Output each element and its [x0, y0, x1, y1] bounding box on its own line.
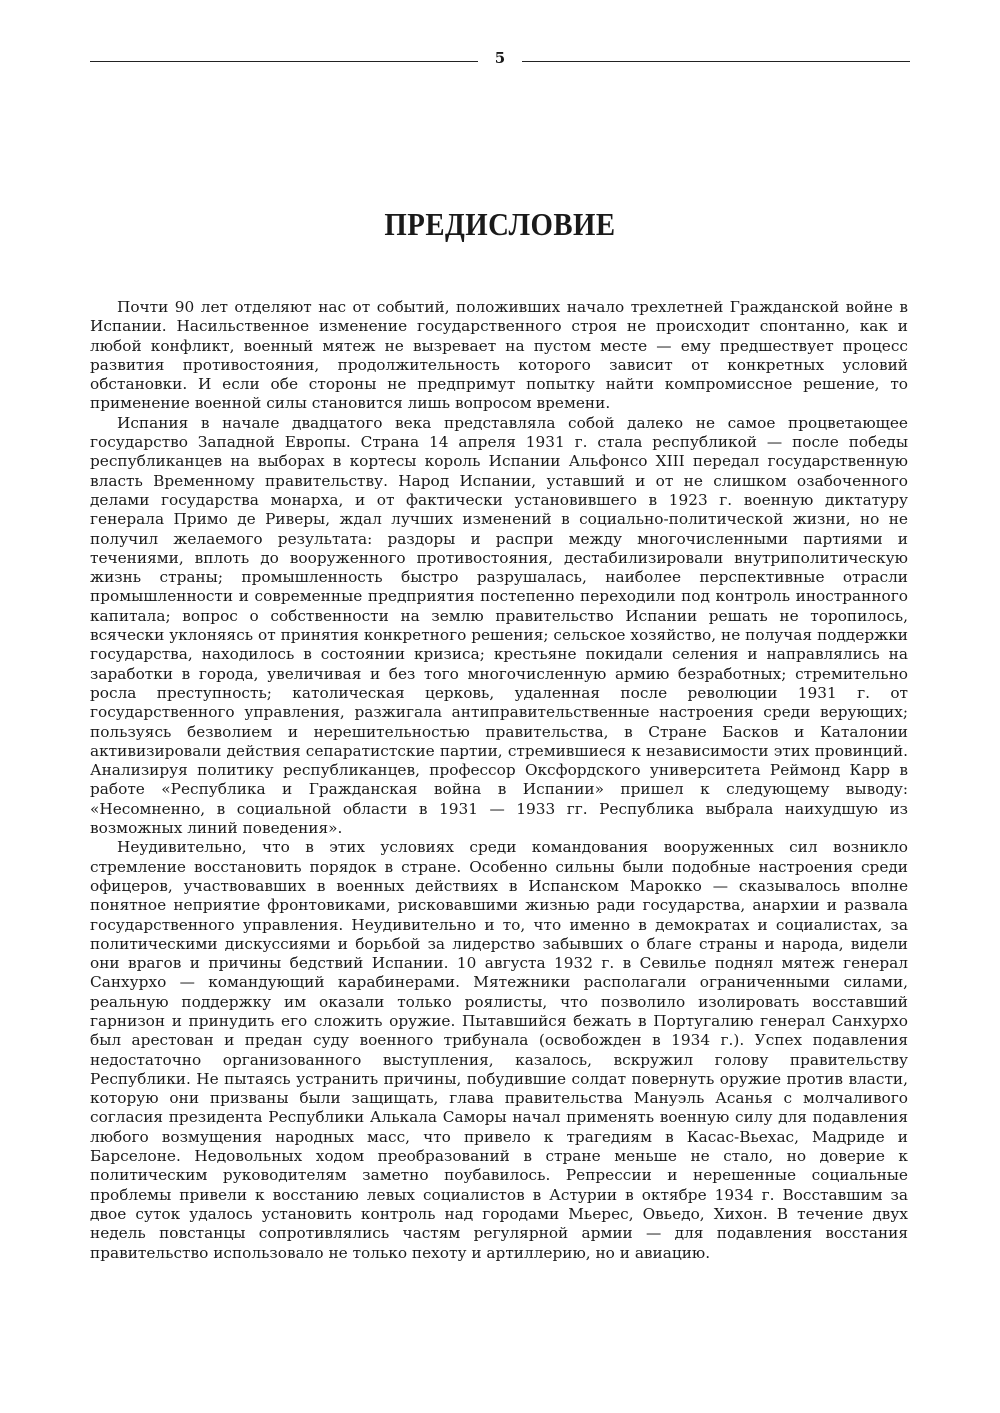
- chapter-title: ПРЕДИСЛОВИЕ: [384, 206, 616, 242]
- page-header: [90, 48, 910, 68]
- paragraph: Почти 90 лет отделяют нас от событий, положивших начало трехлетней Гражданской войне в Испании. Насильственное изменение государственного строя не происходит спонтанно, как и любой конфликт, военный мятеж не вызревает на пустом месте — ему предшествует процесс развития противостояния, продолжительность которого зависит от конкретных условий обстановки. И если обе стороны не предпримут попытку найти компромиссное решение, то применение военной силы становится лишь вопросом времени.: [90, 298, 908, 413]
- header-rule-right: [522, 61, 910, 62]
- paragraph: Неудивительно, что в этих условиях среди командования вооруженных сил возникло стремление восстановить порядок в стране. Особенно сильны были подобные настроения среди офицеров, участвовавших в военных действиях в Испанском Марокко — сказывалось вполне понятное неприятие фронтовиками, рисковавшими жизнью ради государства, анархии и развала государственного управления. Неудивительно и то, что именно в демократах и социалистах, за политическими дискуссиями и борьбой за лидерство забывших о благе страны и народа, видели они врагов и причины бедствий Испании. 10 августа 1932 г. в Севилье поднял мятеж генерал Санхурхо — командующий карабинерами. Мятежники располагали ограниченными силами, реальную поддержку им оказали только роялисты, что позволило изолировать восставший гарнизон и принудить его сложить оружие. Пытавшийся бежать в Португалию генерал Санхурхо был арестован и предан суду военного трибунала (освобожден в 1934 г.). Успех подавления недостаточно организованного выступления, казалось, вскружил голову правительству Республики. Не пытаясь устранить причины, побудившие солдат повернуть оружие против власти, которую они призваны были защищать, глава правительства Мануэль Асанья с молчаливого согласия президента Республики Алькала Саморы начал применять военную силу для подавления любого возмущения народных масс, что привело к трагедиям в Касас-Вьехас, Мадриде и Барселоне. Недовольных ходом преобразований в стране меньше не стало, но доверие к политическим руководителям заметно поубавилось. Репрессии и нерешенные социальные проблемы привели к восстанию левых социалистов в Астурии в октябре 1934 г. Восставшим за двое суток удалось установить контроль над городами Мьерес, Овьедо, Хихон. В течение двух недель повстанцы сопротивлялись частям регулярной армии — для подавления восстания правительство использовало не только пехоту и артиллерию, но и авиацию.: [90, 838, 908, 1262]
- header-rule-left: [90, 61, 478, 62]
- paragraph: Испания в начале двадцатого века представляла собой далеко не самое процветающее государство Западной Европы. Страна 14 апреля 1931 г. стала республикой — после победы республиканцев на выборах в кортесы король Испании Альфонсо XIII передал государственную власть Временному правительству. Народ Испании, уставший и от не слишком озабоченного делами государства монарха, и от фактически установившего в 1923 г. военную диктатуру генерала Примо де Риверы, ждал лучших изменений в социально-политической жизни, но не получил желаемого результата: раздоры и распри между многочисленными партиями и течениями, вплоть до вооруженного противостояния, дестабилизировали внутриполитическую жизнь страны; промышленность быстро разрушалась, наиболее перспективные отрасли промышленности и современные предприятия постепенно переходили под контроль иностранного капитала; вопрос о собственности на землю правительство Испании решать не торопилось, всячески уклоняясь от принятия конкретного решения; сельское хозяйство, не получая поддержки государства, находилось в состоянии кризиса; крестьяне покидали селения и направлялись на заработки в города, увеличивая и без того многочисленную армию безработных; стремительно росла преступность; католическая церковь, удаленная после революции 1931 г. от государственного управления, разжигала антиправительственные настроения среди верующих; пользуясь безволием и нерешительностью правительства, в Стране Басков и Каталонии активизировали действия сепаратистские партии, стремившиеся к независимости этих провинций. Анализируя политику республиканцев, профессор Оксфордского университета Реймонд Карр в работе «Республика и Гражданская война в Испании» пришел к следующему выводу: «Несомненно, в социальной области в 1931 — 1933 гг. Республика выбрала наихудшую из возможных линий поведения».: [90, 413, 908, 838]
- body-text: [90, 298, 908, 1263]
- page-number: 5: [494, 49, 506, 67]
